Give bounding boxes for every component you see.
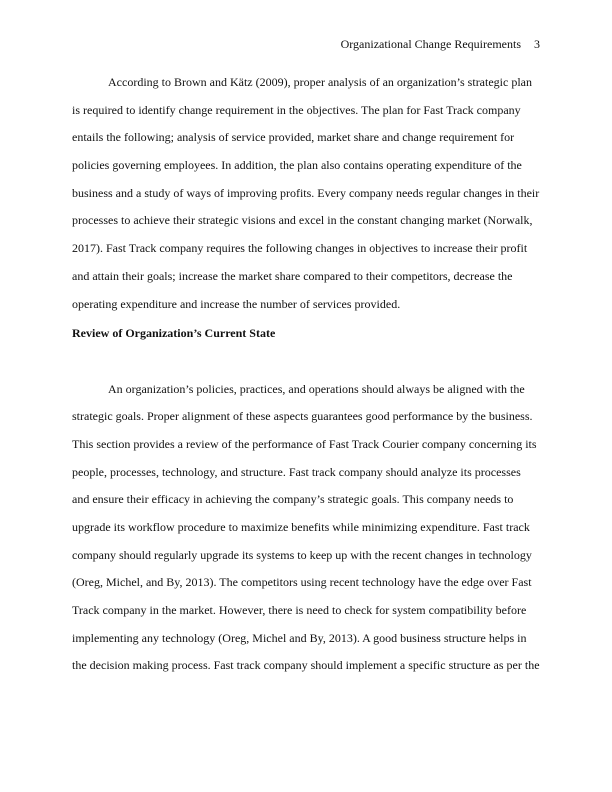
paragraph-line: (Oreg, Michel, and By, 2013). The competitors using recent technology have the edge over Fast — [72, 575, 532, 590]
paragraph-line: business and a study of ways of improving profits. Every company needs regular changes in their — [72, 185, 540, 200]
page-number: 3 — [534, 37, 540, 51]
paragraph-line: company should regularly upgrade its systems to keep up with the recent changes in technology — [72, 547, 532, 562]
running-head — [341, 36, 540, 52]
paragraph-current-state — [72, 376, 542, 681]
paragraph-line: processes to achieve their strategic visions and excel in the constant changing market (Norwalk, — [72, 213, 533, 228]
paragraph-line: is required to identify change requirement in the objectives. The plan for Fast Track company — [72, 102, 521, 117]
paragraph-line: This section provides a review of the performance of Fast Track Courier company concerning its — [72, 436, 537, 451]
paragraph-line: operating expenditure and increase the number of services provided. — [72, 296, 401, 311]
paragraph-line: Track company in the market. However, there is need to check for system compatibility before — [72, 603, 527, 618]
paragraph-line: strategic goals. Proper alignment of these aspects guarantees good performance by the business. — [72, 409, 533, 424]
paragraph-line: implementing any technology (Oreg, Michel and By, 2013). A good business structure helps in — [72, 630, 527, 645]
paragraph-line: policies governing employees. In addition, the plan also contains operating expenditure of the — [72, 158, 522, 173]
running-head-title: Organizational Change Requirements — [340, 37, 521, 51]
paragraph-line: According to Brown and Kätz (2009), proper analysis of an organization’s strategic plan — [108, 75, 532, 89]
paragraph-line: 2017). Fast Track company requires the following changes in objectives to increase their profit — [72, 241, 528, 256]
paragraph-line: people, processes, technology, and structure. Fast track company should analyze its processes — [72, 464, 521, 479]
section-spacer — [72, 348, 542, 376]
paragraph-line: An organization’s policies, practices, and operations should always be aligned with the — [108, 381, 525, 396]
paragraph-strategic-plan — [72, 69, 542, 318]
paragraph-line: entails the following; analysis of service provided, market share and change requirement for — [72, 130, 515, 145]
paragraph-line: and attain their goals; increase the market share compared to their competitors, decrease the — [72, 268, 513, 283]
paragraph-line: upgrade its workflow procedure to maximize benefits while minimizing expenditure. Fast track — [72, 520, 530, 534]
section-heading: Review of Organization’s Current State — [72, 326, 276, 341]
paragraph-line: and ensure their efficacy in achieving the company’s strategic goals. This company needs to — [72, 492, 514, 507]
paragraph-line: the decision making process. Fast track company should implement a specific structure as per the — [72, 658, 540, 673]
body-text — [72, 69, 542, 680]
